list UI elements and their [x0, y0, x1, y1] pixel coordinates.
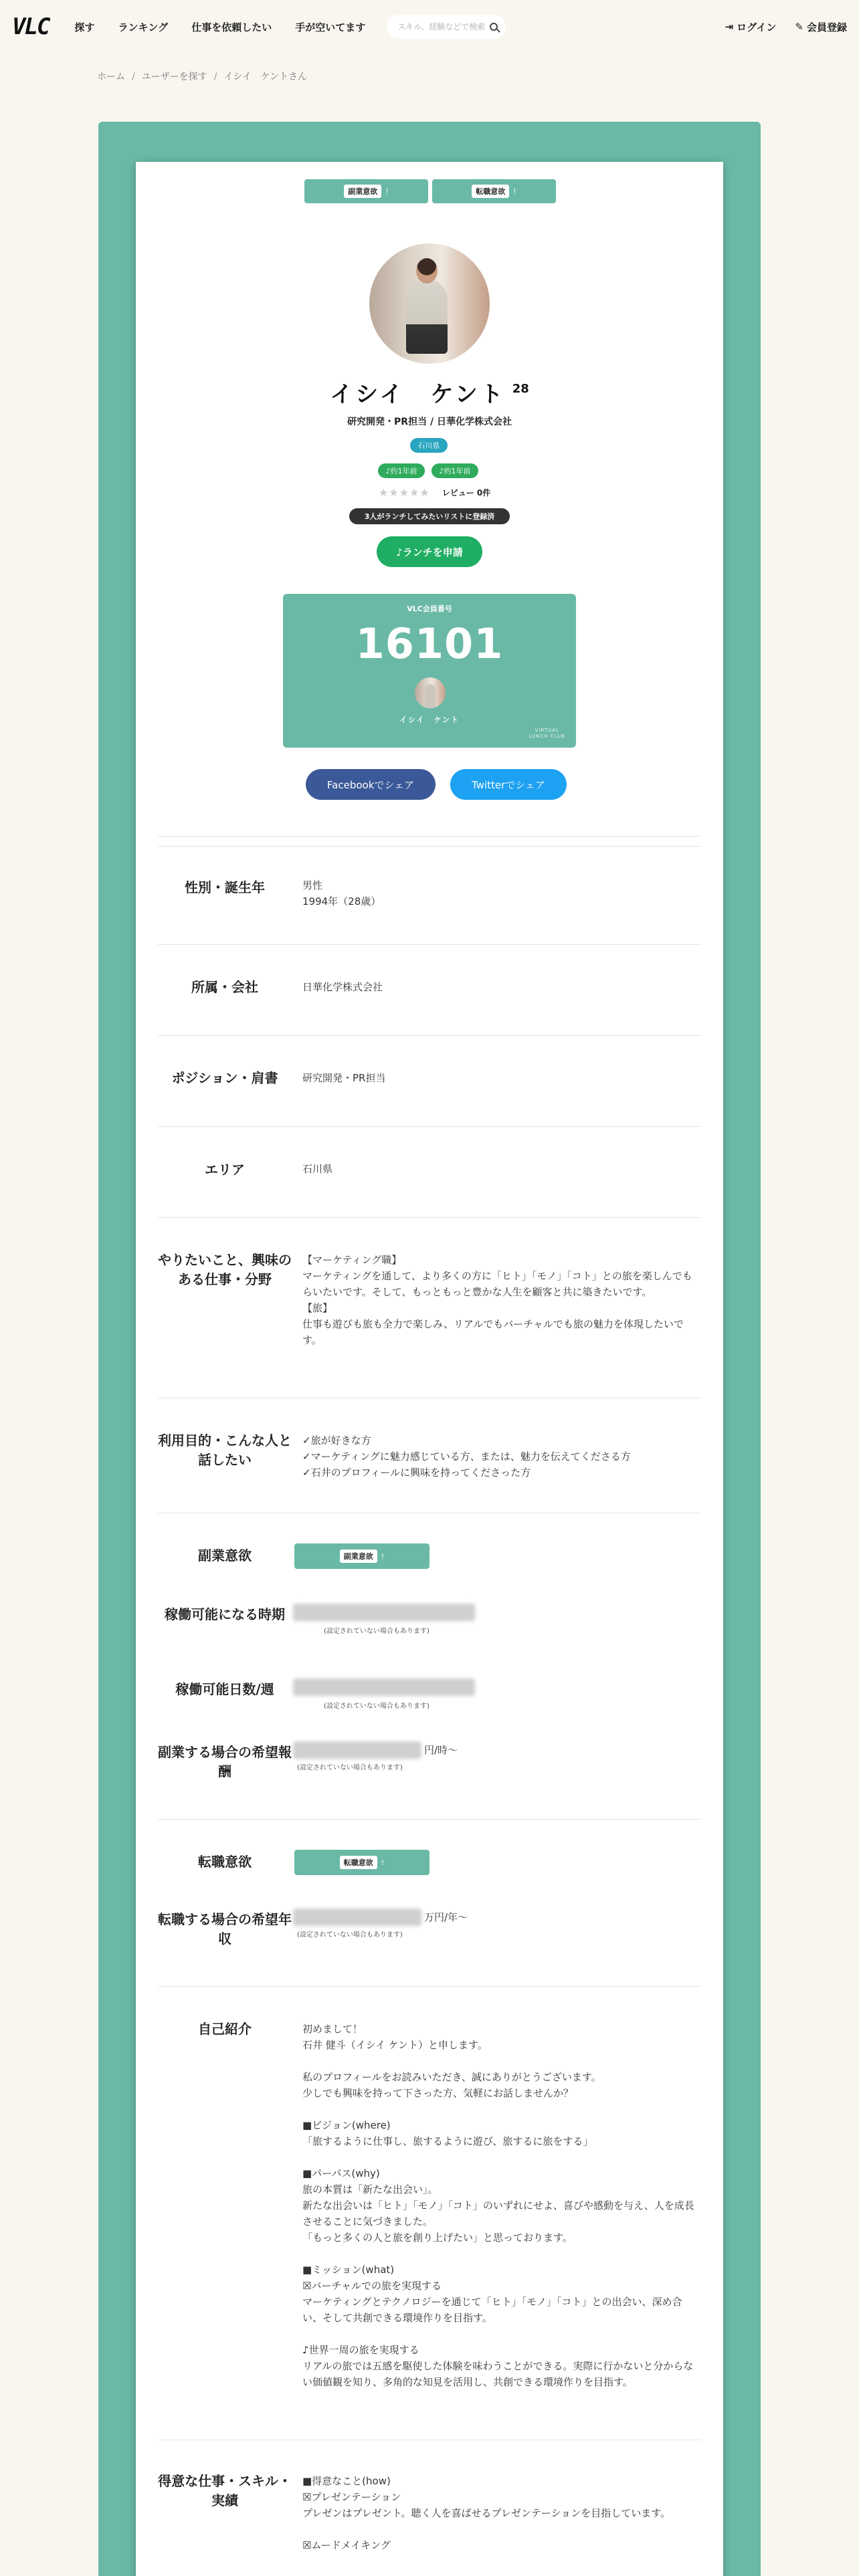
login-icon: ⇥: [725, 21, 734, 33]
user-name-text: イシイ ケント: [330, 381, 506, 408]
breadcrumb-separator: /: [213, 72, 217, 82]
position-label: ポジション・肩書: [171, 1070, 278, 1086]
divider: [158, 1035, 701, 1036]
login-label: ログイン: [737, 21, 777, 33]
blurred-value: [293, 1909, 421, 1926]
intent-tags: [304, 179, 556, 203]
blurred-value: [293, 1679, 475, 1696]
unset-note: (設定されていない場合もあります): [324, 1703, 430, 1710]
tag-label: 副業意欲: [344, 185, 381, 198]
breadcrumb-users[interactable]: ユーザーを探す: [141, 72, 207, 82]
tag-mark: !: [513, 187, 516, 196]
search-input[interactable]: [397, 22, 484, 31]
twitter-share-button[interactable]: Twitterでシェア: [450, 769, 567, 800]
breadcrumb-home[interactable]: ホーム: [97, 72, 125, 82]
user-name: [0, 376, 859, 409]
divider: [158, 1217, 701, 1218]
review-row: [379, 486, 490, 499]
member-number-label: VLC会員番号: [407, 605, 452, 613]
divider: [158, 846, 701, 847]
site-logo[interactable]: VLC: [12, 13, 50, 40]
divider: [158, 1819, 701, 1820]
want-to-do-value: 【マーケティング職】 マーケティングを通して、より多くの方に「ヒト」「モノ」「コト」との旅を楽しんでもらいたいです。そして、もっともっと豊かな人生を顧客と共に築きたいです。 【旅】 仕事も遊びも旅も全力で楽しみ、リアルでもバーチャルでも旅の魅力を体現したいです。: [302, 1254, 692, 1346]
blurred-value: [293, 1741, 421, 1759]
avatar-figure: [406, 280, 448, 354]
divider: [158, 1986, 701, 1987]
user-age: 28: [512, 382, 529, 396]
register-label: 会員登録: [806, 21, 847, 33]
blurred-value: [293, 1604, 475, 1621]
breadcrumb-current: イシイ ケントさん: [223, 72, 308, 82]
tag-mark: !: [381, 1858, 385, 1867]
divider: [158, 836, 701, 837]
salary-unit: 万円/年〜: [424, 1911, 468, 1923]
divider: [158, 1126, 701, 1127]
breadcrumb: [97, 70, 307, 83]
avatar-head: [416, 258, 438, 284]
member-number: 16101: [355, 619, 504, 668]
share-buttons: [306, 769, 567, 800]
tag-label: 転職意欲: [472, 185, 509, 198]
gender-birth-value: 男性 1994年（28歳）: [302, 879, 381, 907]
area-value: 石川県: [302, 1163, 333, 1175]
fee-unit: 円/時〜: [424, 1744, 458, 1756]
intro-label: 自己紹介: [198, 2021, 252, 2037]
breadcrumb-separator: /: [132, 72, 135, 82]
avatar: [369, 243, 490, 364]
nav-request-work[interactable]: 仕事を依頼したい: [191, 21, 272, 33]
area-label: エリア: [205, 1162, 245, 1178]
unset-note: (設定されていない場合もあります): [324, 1628, 430, 1635]
login-link[interactable]: [725, 20, 777, 34]
lunch-request-button[interactable]: ♪ランチを申請: [377, 536, 482, 567]
rating-stars: ★★★★★: [379, 486, 430, 499]
tag-label: 転職意欲: [340, 1856, 377, 1869]
side-job-tag: [294, 1543, 430, 1569]
join-badges: [378, 463, 478, 478]
club-logo-text: VIRTUAL LUNCH CLUB: [529, 728, 565, 739]
position-company: 研究開発・PR担当 / 日華化学株式会社: [347, 417, 512, 427]
main-nav: [74, 20, 385, 34]
nav-ranking[interactable]: ランキング: [118, 21, 169, 33]
tag-mark: !: [385, 187, 389, 196]
register-link[interactable]: [795, 20, 847, 34]
review-count[interactable]: レビュー 0件: [442, 488, 491, 498]
divider: [158, 944, 701, 945]
search-box: [387, 15, 506, 39]
position-value: 研究開発・PR担当: [302, 1072, 386, 1084]
company-value: 日華化学株式会社: [302, 981, 383, 993]
job-change-intent-tag: [432, 179, 556, 203]
side-job-intent-tag: [304, 179, 428, 203]
purpose-value: ✓旅が好きな方 ✓マーケティングに魅力感じている方、または、魅力を伝えてくださる方 ✓石井のプロフィールに興味を持ってくださった方: [302, 1434, 631, 1479]
days-per-week-label: 稼働可能日数/週: [175, 1681, 274, 1697]
join-badge: ♪約1年前: [432, 463, 478, 478]
site-header: [0, 0, 859, 53]
join-badge: ♪約1年前: [378, 463, 425, 478]
company-label: 所属・会社: [191, 979, 258, 995]
job-change-label: 転職意欲: [198, 1854, 252, 1870]
salary-label: 転職する場合の希望年収: [158, 1911, 292, 1947]
member-card-name: イシイ ケント: [399, 716, 460, 724]
purpose-label: 利用目的・こんな人と話したい: [158, 1432, 292, 1468]
member-card-avatar: [415, 677, 446, 708]
available-time-label: 稼働可能になる時期: [165, 1606, 285, 1622]
want-to-do-label: やりたいこと、興味のある仕事・分野: [158, 1252, 292, 1287]
search-icon[interactable]: [490, 23, 498, 31]
header-account: [706, 20, 847, 34]
tag-label: 副業意欲: [340, 1549, 377, 1563]
lunch-list-badge: 3人がランチしてみたいリストに登録済: [349, 508, 510, 524]
member-card: [283, 594, 576, 748]
unset-note: (設定されていない場合もあります): [297, 1931, 403, 1939]
facebook-share-button[interactable]: Facebookでシェア: [306, 769, 436, 800]
unset-note: (設定されていない場合もあります): [297, 1764, 403, 1772]
gender-birth-label: 性別・誕生年: [185, 879, 265, 895]
area-badge: 石川県: [410, 438, 448, 453]
side-job-label: 副業意欲: [198, 1547, 252, 1564]
intro-value: 初めまして！ 石井 健斗（イシイ ケント）と申します。 私のプロフィールをお読みいただき、誠にありがとうございます。 少しでも興味を持って下さった方、気軽にお話しませんか？ ■ビジョン(where) 「旅するように仕事し、旅するように遊び、旅するに旅をする」 ■パーパス(why) 旅の本質は「新たな出会い」。 新たな出会いは「ヒト」「モノ」「コト」のいずれにせよ、喜びや感動を与え、人を成長させることに気づきました。 「もっと多くの人と旅を創り上げたい」と思っております。 ■ミッション(what) ☒バーチャルでの旅を実現する マーケティングとテクノロジーを通じて「ヒト」「モノ」「コト」との出会い、深め合い、そして共創できる環境作りを目指す。 ♪世界一周の旅を実現する リアルの旅では五感を駆使した体験を味わうことができる。実際に行かないと分からない価値観を知り、多角的な知見を活用し、共創できる環境作りを目指す。: [302, 2023, 694, 2388]
nav-search[interactable]: 探す: [74, 21, 95, 33]
side-job-fee-label: 副業する場合の希望報酬: [158, 1744, 292, 1780]
nav-available[interactable]: 手が空いてます: [295, 21, 366, 33]
tag-mark: !: [381, 1551, 385, 1561]
job-change-tag: [294, 1850, 430, 1875]
skills-value: ■得意なこと(how) ☒プレゼンテーション プレゼンはプレゼント。聴く人を喜ばせるプレゼンテーションを目指しています。 ☒ムードメイキング: [302, 2475, 671, 2551]
skills-label: 得意な仕事・スキル・実績: [158, 2473, 292, 2508]
edit-icon: ✎: [795, 21, 803, 33]
